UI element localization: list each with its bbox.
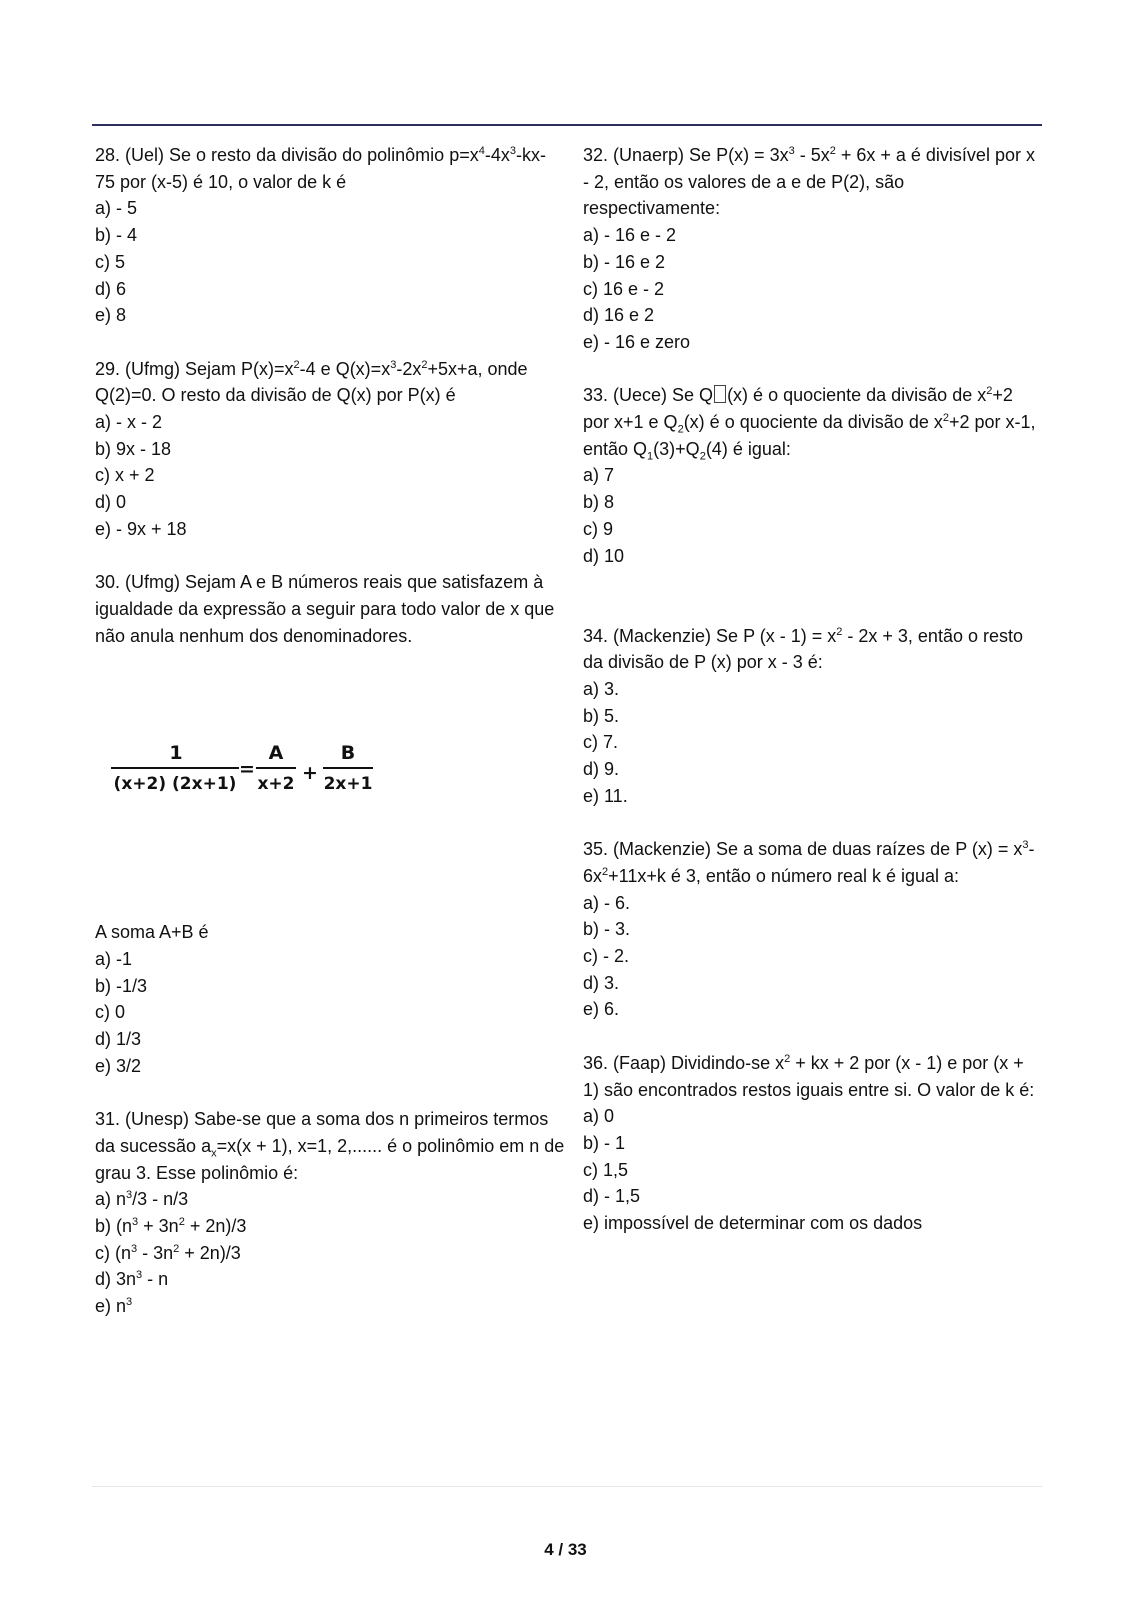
option: a) - 5 <box>95 198 138 219</box>
question-32 <box>583 142 1043 356</box>
option: b) - 4 <box>95 225 138 246</box>
question-32-stem: 32. (Unaerp) Se $P(x) = 3x^3 - 5x^2 + 6x + a$ é divisível por x - 2, então os valores de a e de P(2), são respectivamente: <box>583 145 1035 219</box>
option: b) - 16 e 2 <box>583 251 666 272</box>
option: c) 1,5 <box>583 1159 629 1180</box>
option: e) 6. <box>583 999 620 1020</box>
question-33-stem: 33. (Uece) Se Q (x) é o quociente da divisão de $x^2+2$ por x+1 e $Q_2(x)$ é o quociente da divisão de $x^2+2$ por x-1, então $Q_1(3)+Q_2(4)$ é igual: <box>583 385 1036 463</box>
option: e) 3/2 <box>95 1055 142 1076</box>
option: d) $3n^3$ - n <box>95 1269 169 1290</box>
question-28 <box>95 142 565 329</box>
formula-den1: (x+2) (2x+1) <box>113 774 237 795</box>
option: b) $(n^3 + 3n^2 + 2n)/3$ <box>95 1216 247 1237</box>
formula-plus: + <box>302 762 318 785</box>
option: a) - 6. <box>583 892 631 913</box>
page-number: 4 / 33 <box>544 1540 587 1559</box>
option: d) 1/3 <box>95 1029 142 1050</box>
option: c) $(n^3 - 3n^2 + 2n)/3$ <box>95 1242 241 1263</box>
footer-rule <box>92 1486 1042 1487</box>
option: d) - 1,5 <box>583 1186 641 1207</box>
header-rule <box>92 124 1042 126</box>
option: b) 9x - 18 <box>95 438 172 459</box>
question-34 <box>583 623 1043 810</box>
option: d) 9. <box>583 759 620 780</box>
option: a) - x - 2 <box>95 412 163 433</box>
question-33 <box>583 382 1043 569</box>
option: e) - 9x + 18 <box>95 518 187 539</box>
option: e) - 16 e zero <box>583 331 691 352</box>
option: a) 7 <box>583 465 615 486</box>
option: b) 5. <box>583 705 620 726</box>
question-30-stem: 30. (Ufmg) Sejam A e B números reais que satisfazem à igualdade da expressão a seguir para todo valor de x que não anula nenhum dos denominadores. <box>95 572 555 646</box>
option: d) 16 e 2 <box>583 305 655 326</box>
option: d) 0 <box>95 492 127 513</box>
question-35 <box>583 836 1043 1023</box>
right-column <box>583 142 1043 1237</box>
left-column <box>95 142 565 1320</box>
question-31 <box>95 1106 565 1320</box>
option: a) $n^3/3 - n/3$ <box>95 1189 189 1210</box>
option: e) $n^3$ <box>95 1296 133 1317</box>
option: a) 3. <box>583 679 620 700</box>
option: b) - 1 <box>583 1132 626 1153</box>
question-36 <box>583 1050 1043 1237</box>
question-30 <box>95 569 565 1079</box>
formula-den2: x+2 <box>257 774 295 795</box>
question-34-stem: 34. (Mackenzie) Se P $(x - 1) = x^2 - 2x + 3$, então o resto da divisão de P (x) por x - 3 é: <box>583 625 1023 673</box>
fraction-bar <box>111 767 239 769</box>
option: b) -1/3 <box>95 975 148 996</box>
option: a) - 16 e - 2 <box>583 225 677 246</box>
option: d) 3. <box>583 972 620 993</box>
formula-num2: A <box>268 742 284 765</box>
fraction-bar <box>256 767 296 769</box>
option: c) 0 <box>95 1002 126 1023</box>
option: e) impossível de determinar com os dados <box>583 1213 923 1234</box>
option: c) - 2. <box>583 946 630 967</box>
option: c) 9 <box>583 518 614 539</box>
question-29-stem: 29. (Ufmg) Sejam $P(x)=x^2-4$ e $Q(x)=x^3-2x^2+5x+a$, onde Q(2)=0. O resto da divisão de Q(x) por P(x) é <box>95 358 528 406</box>
option: c) x + 2 <box>95 465 155 486</box>
option: e) 11. <box>583 785 628 806</box>
option: b) 8 <box>583 492 615 513</box>
option: d) 10 <box>583 545 625 566</box>
option: e) 8 <box>95 305 127 326</box>
question-30-prompt: A soma A+B é <box>95 922 209 943</box>
formula-den3: 2x+1 <box>323 774 373 795</box>
question-35-stem: 35. (Mackenzie) Se a soma de duas raízes de P $(x) = x^3-6x^2+11x+k$ é 3, então o número real k é igual a: <box>583 839 1035 886</box>
option: a) -1 <box>95 949 133 970</box>
formula-num1: 1 <box>169 742 183 765</box>
missing-glyph-icon <box>714 385 726 403</box>
option: c) 5 <box>95 251 126 272</box>
option: d) 6 <box>95 278 127 299</box>
option: c) 7. <box>583 732 619 753</box>
option: c) 16 e - 2 <box>583 278 665 299</box>
fraction-bar <box>323 767 373 769</box>
question-28-stem: 28. (Uel) Se o resto da divisão do polinômio $p=x^4-4x^3-kx-75$ por (x-5) é 10, o valor de k é <box>95 145 546 192</box>
formula-image <box>95 649 565 919</box>
question-31-stem: 31. (Unesp) Sabe-se que a soma dos n primeiros termos da sucessão $a_x=x(x + 1)$, x=1, 2,...... é o polinômio em n de grau 3. Esse polinômio é: <box>95 1109 565 1183</box>
option: b) - 3. <box>583 919 631 940</box>
formula-num3: B <box>340 742 356 765</box>
formula-eq: = <box>239 758 255 781</box>
question-36-stem: 36. (Faap) Dividindo-se $x^2$ + kx + 2 por (x - 1) e por (x + 1) são encontrados restos iguais entre si. O valor de k é: <box>583 1052 1035 1100</box>
question-29 <box>95 356 565 543</box>
option: a) 0 <box>583 1106 615 1127</box>
